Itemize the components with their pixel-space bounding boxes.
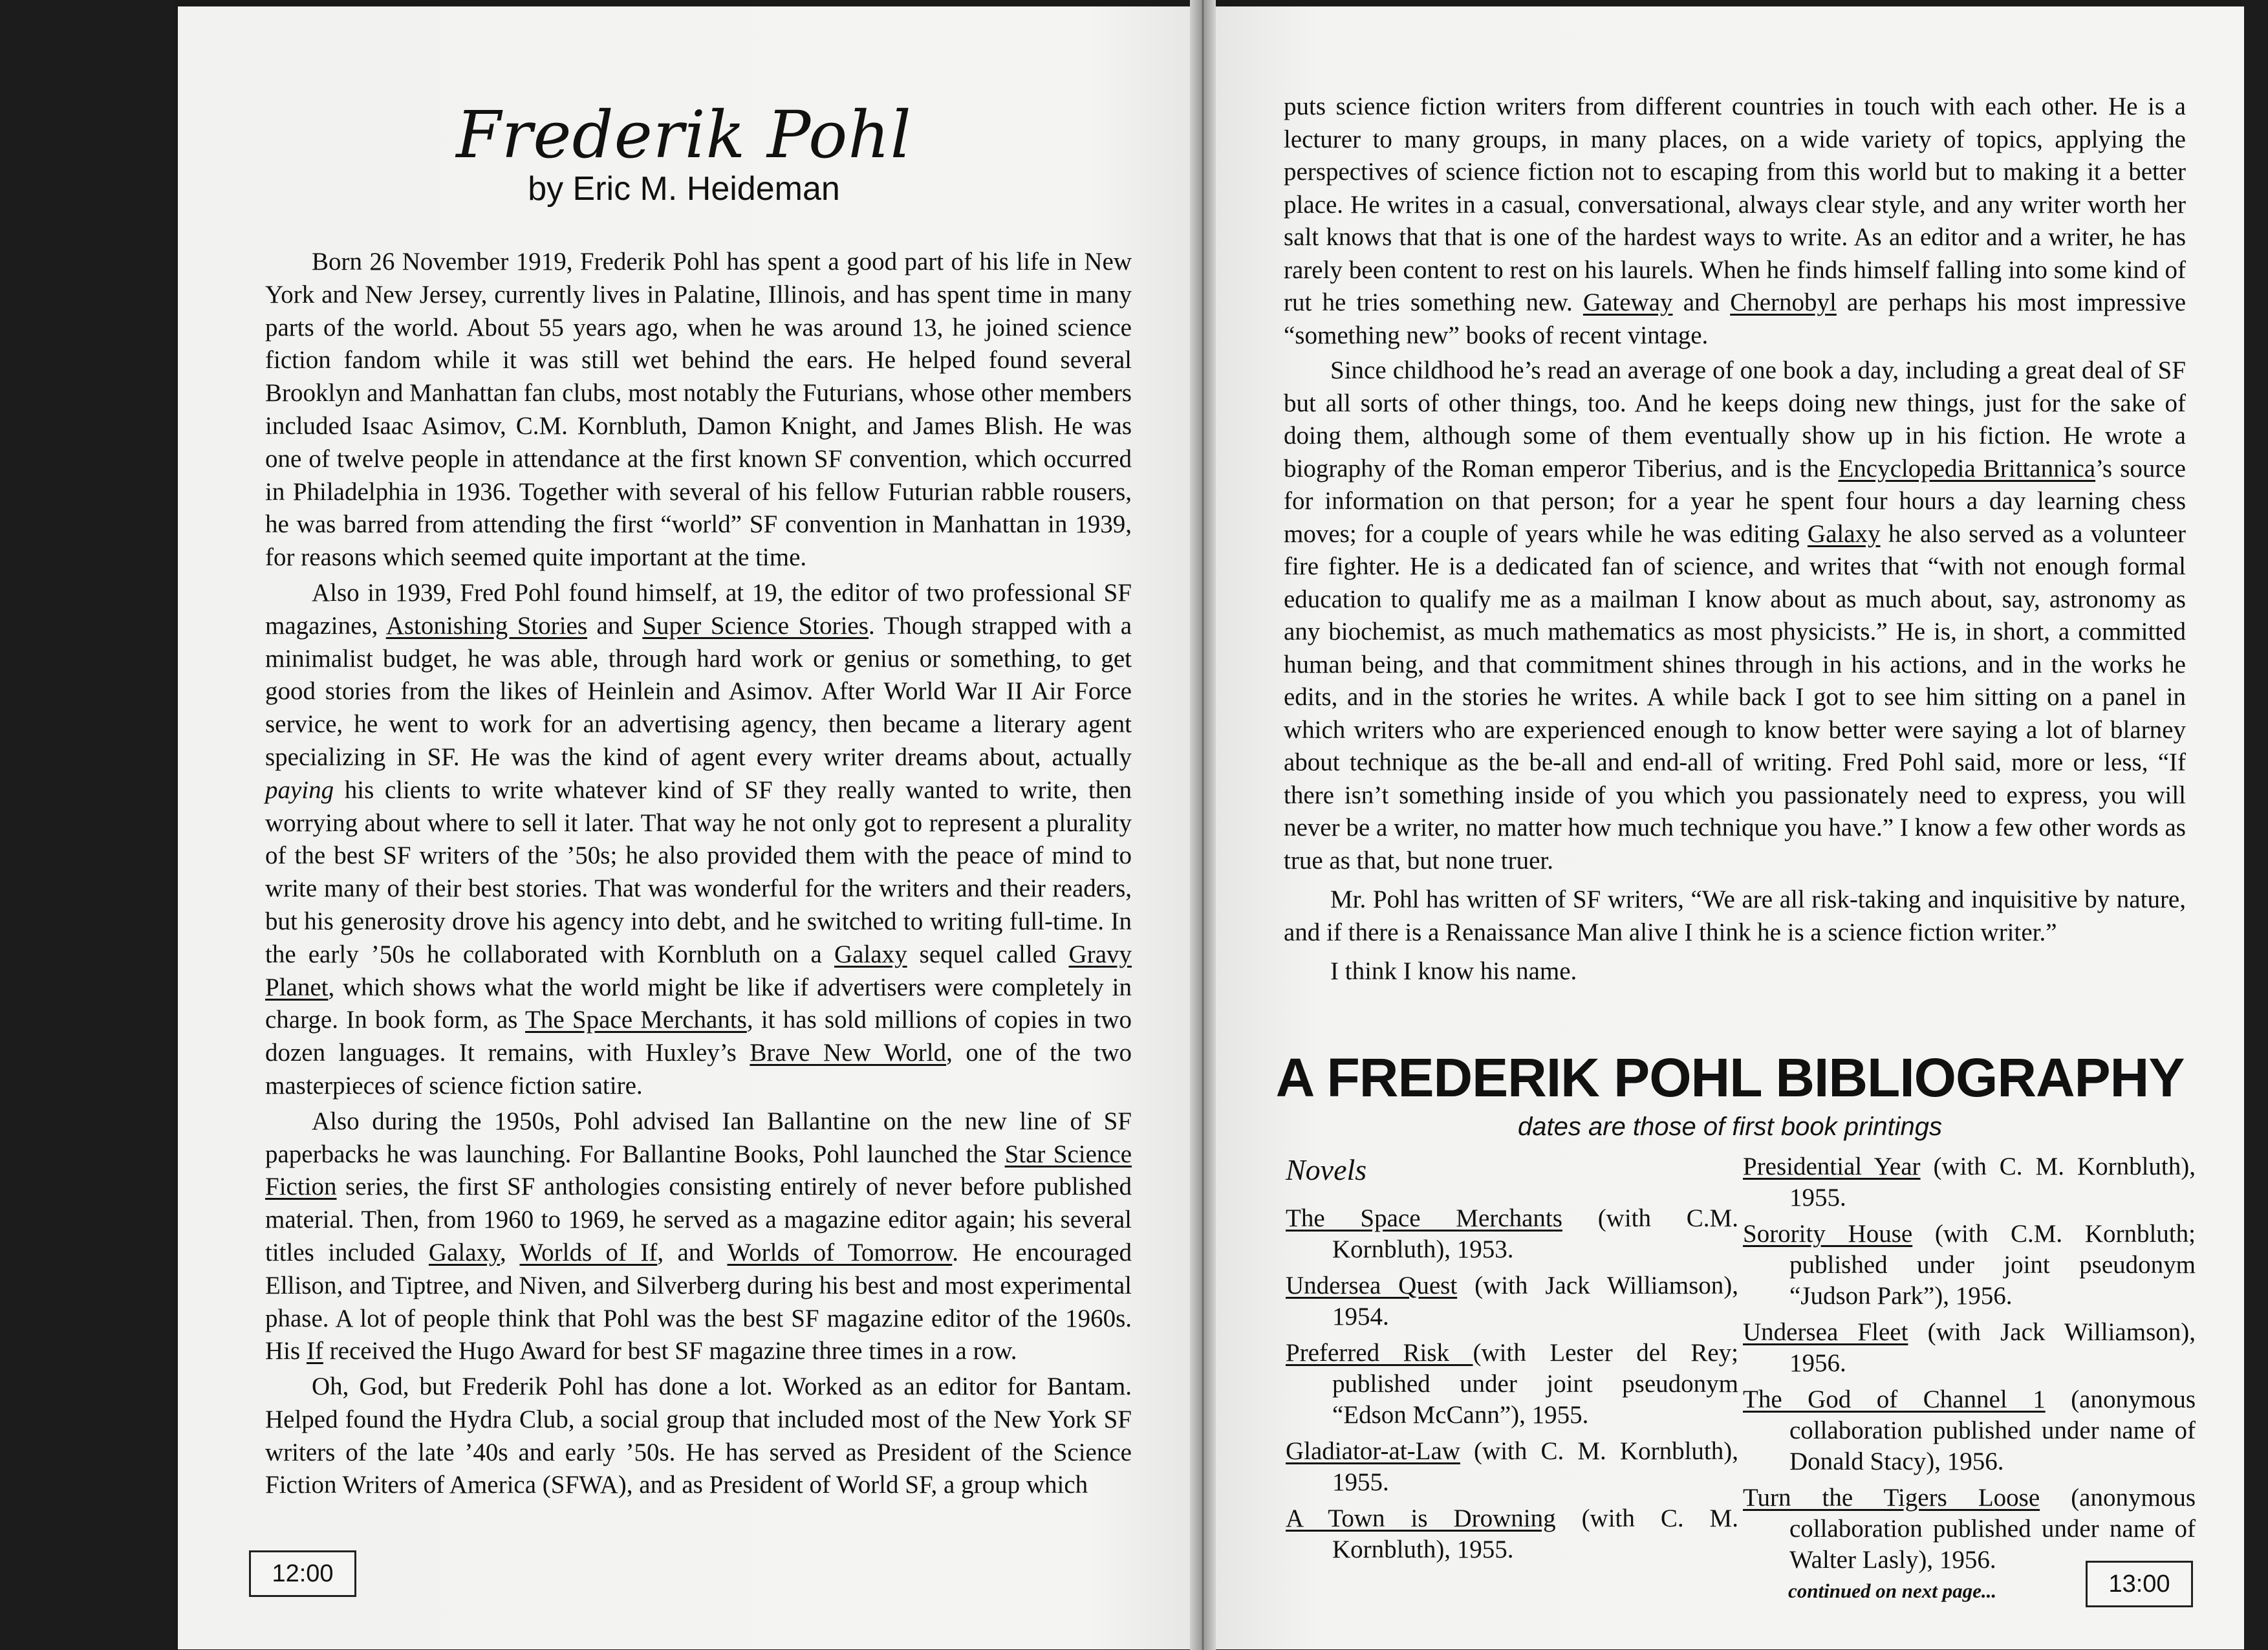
page-number-box: 13:00 bbox=[2086, 1561, 2193, 1607]
series-title: Star Science Fiction bbox=[265, 1140, 1132, 1201]
magazine-title: Galaxy bbox=[1807, 519, 1881, 548]
bibliography-entry: Preferred Risk (with Lester del Rey; published under joint pseudonym “Edson McCann”), 1955. bbox=[1286, 1339, 1738, 1429]
bibliography-entry: Gladiator-at-Law (with C. M. Kornbluth), 1955. bbox=[1286, 1437, 1738, 1496]
paragraph-4: Oh, God, but Frederik Pohl has done a lot. Worked as an editor for Bantam. Helped found the Hydra Club, a social group that included most of the New York SF writers of the late ’40s and early ’50s. He has served as President of the Science Fiction Writers of America (SFWA), and as President of World SF, a group which bbox=[265, 1373, 1132, 1499]
paragraph-7: I think I know his name. bbox=[1330, 957, 1577, 985]
right-page bbox=[1216, 6, 2244, 1649]
bibliography-subheading: dates are those of first book printings bbox=[1518, 1113, 1942, 1141]
paragraph-2: Also in 1939, Fred Pohl found himself, at 19, the editor of two professional SF magazines, Astonishing Stories and Super Science Stories. Though strapped with a minimalist budget, he was able, through hard work or genius or something, to get good stories from the likes of Heinlein and Asimov. After World War II Air Force service, he went to work for an advertising agency, then became a literary agent specializing in SF. He was the kind of agent every writer dreams about, actually paying his clients to write whatever kind of SF they really wanted to write, then worrying about where to sell it later. That way he not only got to represent a plurality of the best SF writers of the ’50s; he also provided them with the peace of mind to write many of their best stories. That was wonderful for the writers and their readers, but his generosity drove his agency into debt, and he switched to writing full-time. In the early ’50s he collaborated with Kornbluth on a Galaxy sequel called Gravy Planet, which shows what the world might be like if advertisers were completely in charge. In book form, as The Space Merchants, it has sold millions of copies in two dozen languages. It remains, with Huxley’s Brave New World, one of the two masterpieces of science fiction satire. bbox=[265, 578, 1132, 1100]
magazine-title: Galaxy bbox=[834, 940, 907, 968]
magazine-title: Worlds of If bbox=[519, 1238, 658, 1266]
magazine-title: Super Science Stories bbox=[642, 611, 869, 640]
bibliography-entry: The God of Channel 1 (anonymous collaboration published under name of Donald Stacy), 1956. bbox=[1743, 1385, 2196, 1475]
book-title: Brave New World bbox=[750, 1039, 947, 1067]
magazine-title: If bbox=[306, 1337, 323, 1365]
magazine-title: Worlds of Tomorrow bbox=[727, 1238, 953, 1266]
bibliography-entry: Sorority House (with C.M. Kornbluth; published under joint pseudonym “Judson Park”), 1956. bbox=[1743, 1220, 2196, 1310]
bibliography-entry: Undersea Quest (with Jack Williamson), 1954. bbox=[1286, 1272, 1738, 1330]
article-body-left bbox=[265, 246, 1132, 1504]
continued-note: continued on next page... bbox=[1788, 1579, 1997, 1602]
article-body-right bbox=[1284, 91, 2186, 991]
left-page bbox=[178, 6, 1190, 1649]
article-title: Frederik Pohl bbox=[456, 97, 912, 173]
paragraph-3: Also during the 1950s, Pohl advised Ian Ballantine on the new line of SF paperbacks he was launching. For Ballantine Books, Pohl launched the Star Science Fiction series, the first SF anthologies consisting entirely of never before published material. Then, from 1960 to 1969, he served as a magazine editor again; his several titles included Galaxy, Worlds of If, and Worlds of Tomorrow. He encouraged Ellison, and Tiptree, and Niven, and Silverberg during his best and most experimental phase. A lot of people think that Pohl was the best SF magazine editor of the 1960s. His If received the Hugo Award for best SF magazine three times in a row. bbox=[265, 1107, 1132, 1365]
paragraph-5: Since childhood he’s read an average of one book a day, including a great deal of SF but all sorts of other things, too. And he keeps doing new things, just for the sake of doing them, although some of them eventually show up in his fiction. He wrote a biography of the Roman emperor Tiberius, and is the Encyclopedia Brittannica’s source for information on that person; for a year he spent four hours a day learning chess moves; for a couple of years while he was editing Galaxy he also served as a volunteer fire fighter. He is a dedicated fan of science, and writes that “with not enough formal education to qualify me as a mailman I know about as much about, say, astronomy as any biochemist, as much mathematics as most physicists.” He is, in short, a committed human being, and that commitment shines through in his actions, and in the works he edits, and in the stories he writes. A while back I got to see him sitting on a panel in which writers who are experienced enough to know better were saying a lot of blarney about technique as the be-all and end-all of writing. Fred Pohl said, more or less, “If there isn’t something inside of you which you passionately need to express, you will never be a writer, no matter how much technique you have.” I know a few other words as true as that, but none truer. bbox=[1284, 356, 2187, 874]
bibliography-column-1 bbox=[1286, 1151, 1738, 1570]
bibliography-entry: The Space Merchants (with C.M. Kornbluth), 1953. bbox=[1286, 1204, 1738, 1263]
emphasis: paying bbox=[265, 776, 334, 804]
page-number-box: 12:00 bbox=[249, 1550, 356, 1597]
book-title: Gravy Planet bbox=[265, 940, 1132, 1001]
bibliography-column-2 bbox=[1743, 1151, 2196, 1603]
bibliography-entry: Turn the Tigers Loose (anonymous collaboration published under name of Walter Lasly), 1956. bbox=[1743, 1484, 2196, 1574]
paragraph-1: Born 26 November 1919, Frederik Pohl has spent a good part of his life in New York and New Jersey, currently lives in Palatine, Illinois, and has spent time in many parts of the world. About 55 years ago, when he was around 13, he joined science fiction fandom while it was still wet behind the ears. He helped found several Brooklyn and Manhattan fan clubs, most notably the Futurians, whose other members included Isaac Asimov, C.M. Kornbluth, Damon Knight, and James Blish. He was one of twelve people in attendance at the first known SF convention, which occurred in Philadelphia in 1936. Together with several of his fellow Futurian rabble rousers, he was barred from attending the first “world” SF convention in Manhattan in 1939, for reasons which seemed quite important at the time. bbox=[265, 248, 1132, 572]
bibliography-entry: Presidential Year (with C. M. Kornbluth), 1955. bbox=[1743, 1153, 2196, 1211]
paragraph-6: Mr. Pohl has written of SF writers, “We are all risk-taking and inquisitive by nature, and if there is a Renaissance Man alive I think he is a science fiction writer.” bbox=[1284, 885, 2186, 946]
scan-background-left bbox=[0, 0, 175, 1650]
reference-title: Encyclopedia Brittannica bbox=[1838, 454, 2096, 483]
bibliography-heading: A FREDERIK POHL BIBLIOGRAPHY bbox=[1275, 1047, 2185, 1108]
book-gutter bbox=[1190, 0, 1216, 1650]
article-byline: by Eric M. Heideman bbox=[528, 170, 840, 208]
novels-heading: Novels bbox=[1286, 1153, 1367, 1186]
bibliography-entry: Undersea Fleet (with Jack Williamson), 1956. bbox=[1743, 1318, 2196, 1377]
magazine-title: Astonishing Stories bbox=[385, 611, 588, 640]
book-title: Gateway bbox=[1582, 288, 1673, 316]
book-title: Chernobyl bbox=[1730, 288, 1837, 316]
book-title: The Space Merchants bbox=[525, 1006, 747, 1034]
magazine-title: Galaxy bbox=[428, 1238, 500, 1266]
paragraph-continued: puts science fiction writers from different countries in touch with each other. He is a lecturer to many groups, in many places, on a wide variety of topics, applying the perspectives of science fiction not to escaping from this world but to making it a better place. He writes in a casual, conversational, always clear style, and any writer worth her salt knows that that is one of the hardest ways to write. As an editor and a writer, he has rarely been content to rest on his laurels. When he finds himself falling into some kind of rut he tries something new. Gateway and Chernobyl are perhaps his most impressive “something new” books of recent vintage. bbox=[1284, 92, 2187, 349]
scan-background-right bbox=[2242, 0, 2268, 1650]
bibliography-entry: A Town is Drowning (with C. M. Kornbluth), 1955. bbox=[1286, 1504, 1738, 1563]
